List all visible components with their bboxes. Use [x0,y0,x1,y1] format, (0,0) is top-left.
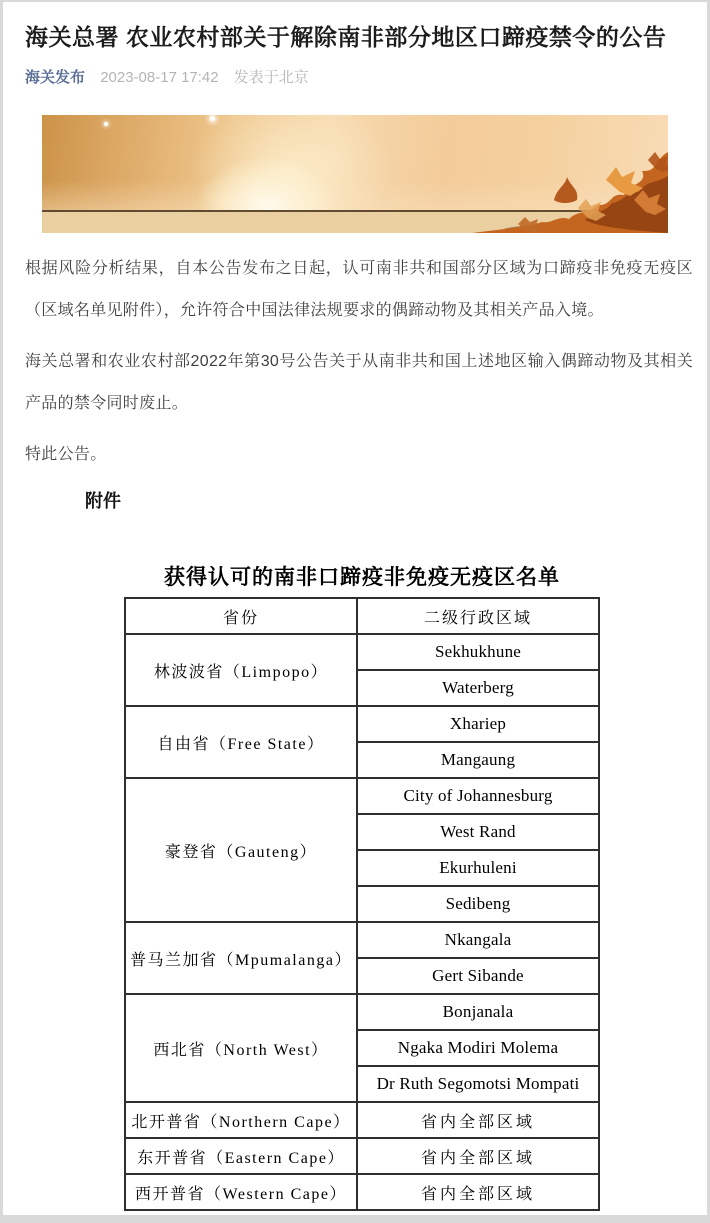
region-cell: 省内全部区域 [357,1138,599,1174]
province-cell: 普马兰加省（Mpumalanga） [125,922,357,994]
table-row [125,1102,599,1138]
light-dot-icon [104,122,108,126]
region-cell: 省内全部区域 [357,1102,599,1138]
region-cell: Xhariep [357,706,599,742]
province-cell: 豪登省（Gauteng） [125,778,357,922]
region-cell: Ekurhuleni [357,850,599,886]
province-cell: 西北省（North West） [125,994,357,1102]
table-row [125,778,599,814]
region-cell: Ngaka Modiri Molema [357,1030,599,1066]
attachment-label: 附件 [85,491,121,511]
column-header-province: 省份 [125,598,357,634]
province-cell: 自由省（Free State） [125,706,357,778]
province-cell: 林波波省（Limpopo） [125,634,357,706]
table-row [125,706,599,742]
province-cell: 东开普省（Eastern Cape） [125,1138,357,1174]
region-cell: West Rand [357,814,599,850]
region-cell: Nkangala [357,922,599,958]
region-cell: Sedibeng [357,886,599,922]
paragraph-3: 特此公告。 [25,446,107,463]
region-cell: Dr Ruth Segomotsi Mompati [357,1066,599,1102]
annex-table-body [125,634,599,1210]
region-cell: City of Johannesburg [357,778,599,814]
article-page [3,2,707,1215]
region-cell: 省内全部区域 [357,1174,599,1210]
table-row [125,994,599,1030]
table-row [125,634,599,670]
article-body [25,248,693,476]
province-cell: 北开普省（Northern Cape） [125,1102,357,1138]
table-header-row [125,598,599,634]
region-cell: Waterberg [357,670,599,706]
article-title: 海关总署 农业农村部关于解除南非部分地区口蹄疫禁令的公告 [25,24,667,50]
annex-table [124,597,600,1211]
annex-table-title: 获得认可的南非口蹄疫非免疫无疫区名单 [164,565,560,589]
region-cell: Gert Sibande [357,958,599,994]
province-cell: 西开普省（Western Cape） [125,1174,357,1210]
paragraph-1: 根据风险分析结果，自本公告发布之日起，认可南非共和国部分区域为口蹄疫非免疫无疫区（区域名单见附件），允许符合中国法律法规要求的偶蹄动物及其相关产品入境。 [25,260,693,319]
paragraph-2: 海关总署和农业农村部2022年第30号公告关于从南非共和国上述地区输入偶蹄动物及其相关产品的禁令同时废止。 [25,353,693,412]
table-row [125,1138,599,1174]
region-cell: Sekhukhune [357,634,599,670]
publish-datetime: 2023-08-17 17:42 [100,69,219,86]
region-cell: Mangaung [357,742,599,778]
banner-image[interactable] [42,115,668,233]
table-row [125,922,599,958]
column-header-region: 二级行政区域 [357,598,599,634]
annex-section [124,562,600,1211]
byline [25,67,693,88]
banner-autumn-leaves [458,138,668,233]
account-link[interactable]: 海关发布 [25,69,86,86]
table-row [125,1174,599,1210]
light-dot-icon [210,116,215,121]
region-cell: Bonjanala [357,994,599,1030]
publish-location: 发表于北京 [233,69,309,86]
